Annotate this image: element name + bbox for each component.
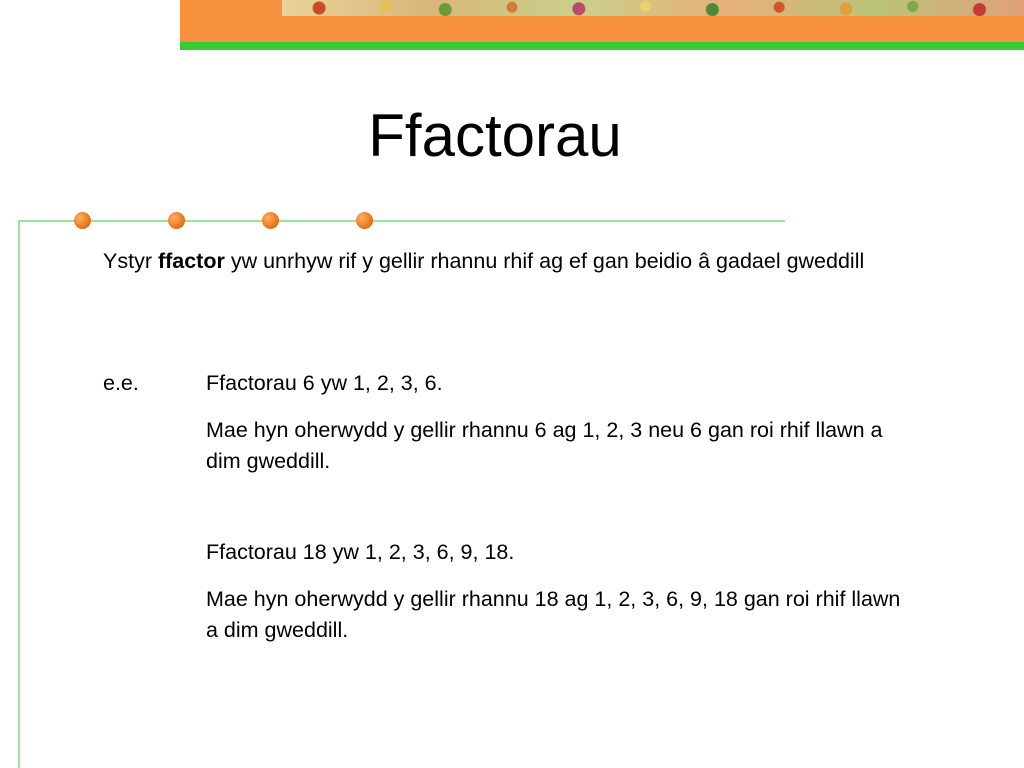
example-1-explanation: Mae hyn oherwydd y gellir rhannu 6 ag 1, 2, 3 neu 6 gan roi rhif llawn a dim gweddill. [206, 418, 883, 473]
banner-flower-photo [282, 0, 1024, 16]
definition-term: ffactor [157, 249, 225, 273]
slide-title: Ffactorau [368, 102, 622, 169]
decorative-dot [262, 212, 279, 229]
banner-green-bar [180, 42, 1024, 50]
decorative-dot [168, 212, 185, 229]
decorative-horizontal-rule [18, 220, 785, 222]
definition-suffix: yw unrhyw rif y gellir rhannu rhif ag ef gan beidio â gadael gweddill [224, 249, 865, 273]
example-2-heading: Ffactorau 18 yw 1, 2, 3, 6, 9, 18. [206, 540, 515, 564]
decorative-dot [356, 212, 373, 229]
definition-paragraph [103, 246, 923, 277]
banner-orange-bar [180, 16, 1024, 42]
example-1-heading: Ffactorau 6 yw 1, 2, 3, 6. [206, 371, 443, 395]
example-label: e.e. [103, 371, 139, 395]
decorative-vertical-rule [18, 220, 20, 768]
banner-orange-block [180, 0, 282, 16]
decorative-dot [74, 212, 91, 229]
example-2-explanation: Mae hyn oherwydd y gellir rhannu 18 ag 1, 2, 3, 6, 9, 18 gan roi rhif llawn a dim gweddill. [206, 587, 901, 642]
definition-prefix: Ystyr [103, 249, 158, 273]
